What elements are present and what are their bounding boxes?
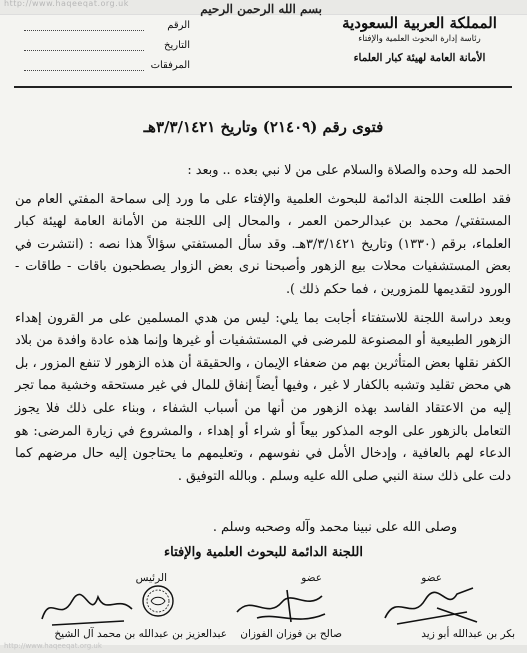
signature-2 (227, 582, 337, 630)
fatwa-number: فتوى رقم (٢١٤٠٩) وتاريخ ٣/٣/١٤٢١هـ (143, 118, 384, 136)
date-label: التاريخ (164, 39, 190, 51)
letterhead-meta-fields (20, 15, 190, 75)
signatory-role-1: عضو (421, 572, 442, 584)
number-field (20, 15, 190, 35)
signature-1 (377, 582, 487, 630)
bottom-watermark-strip (0, 642, 527, 653)
fatwa-body (15, 160, 511, 488)
date-field (20, 35, 190, 55)
attachments-label: المرفقات (150, 59, 190, 71)
attachments-blank-line (24, 60, 144, 71)
date-blank-line (24, 40, 144, 51)
presidency-name: رئاسة إدارة البحوث العلمية والإفتاء (358, 34, 481, 44)
watermark-url-bottom: http://www.haqeeqat.org.uk (4, 642, 102, 650)
signatory-name-3: عبدالعزيز بن عبدالله بن محمد آل الشيخ (54, 628, 227, 640)
official-seal (141, 584, 175, 618)
opening-praise: الحمد لله وحده والصلاة والسلام على من لا نبي بعده .. وبعد : (187, 163, 511, 178)
header-divider (14, 86, 512, 88)
secretariat-name: الأمانة العامة لهيئة كبار العلماء (353, 52, 486, 64)
basmala: بسم الله الرحمن الرحيم (200, 2, 322, 16)
kingdom-name: المملكة العربية السعودية (342, 14, 497, 32)
letterhead-issuer (332, 14, 507, 64)
signatory-role-2: عضو (301, 572, 322, 584)
number-blank-line (24, 20, 144, 31)
number-label: الرقم (167, 19, 190, 31)
attachments-field (20, 55, 190, 75)
signatory-name-1: بكر بن عبدالله أبو زيد (421, 628, 515, 640)
answer-paragraph: وبعد دراسة اللجنة للاستفتاء أجابت بما يلي: ليس من هدي المسلمين على مر القرون إهداء الزهور الطبيعية أو المصنوعة للمرضى في المستشفيات أو غيرها وإنما هذه عادة وافدة من بلاد الكفر نقلها بعض المتأثرين بهم من ضعفاء الإيمان ، والحقيقة أن هذه الزهور لا تنفع المزور ، بل هي محض تقليد وتشبه بالكفار لا غير ، وفيها أيضاً إنفاق للمال في غير مستحقه وخشية مما تجر إليه من الاعتقاد الفاسد بهذه الزهور من أنها من أسباب الشفاء ، وبناء على ذلك فلا يجوز التعامل بالزهور على الوجه المذكور بيعاً أو شراء أو إهداء ، والمشروع في زيارة المرضى: هو الدعاء لهم بالعافية ، وإدخال الأمل في نفوسهم ، وتعليمهم ما يحتاجون إليه حال مرضهم كما دلت على ذلك سنة النبي صلى الله عليه وسلم . وبالله التوفيق . (15, 310, 511, 484)
committee-name: اللجنة الدائمة للبحوث العلمية والإفتاء (164, 545, 363, 560)
signatory-role-3: الرئيس (135, 572, 167, 584)
signatory-name-2: صالح بن فوزان الفوزان (240, 628, 342, 640)
closing-prayer: وصلى الله على نبينا محمد وآله وصحبه وسلم . (212, 520, 457, 535)
signature-3 (32, 585, 142, 630)
watermark-url-top: http://www.haqeeqat.org.uk (4, 0, 129, 8)
question-paragraph: فقد اطلعت اللجنة الدائمة للبحوث العلمية والإفتاء على ما ورد إلى سماحة المفتي العام من المستفتي/ محمد بن عبدالرحمن العمر ، والمحال إلى اللجنة من الأمانة العامة لهيئة كبار العلماء، برقم (١٣٣٠) وتاريخ ٣/٣/١٤٢١هـ. وقد سأل المستفتي سؤالاً هذا نصه : (انتشرت في بعض المستشفيات محلات بيع الزهور وأصبحنا نرى بعض الزوار يصطحبون باقات - طاقات - الورود لتقديمها للمزورين ، فما حكم ذلك ). (15, 191, 511, 297)
